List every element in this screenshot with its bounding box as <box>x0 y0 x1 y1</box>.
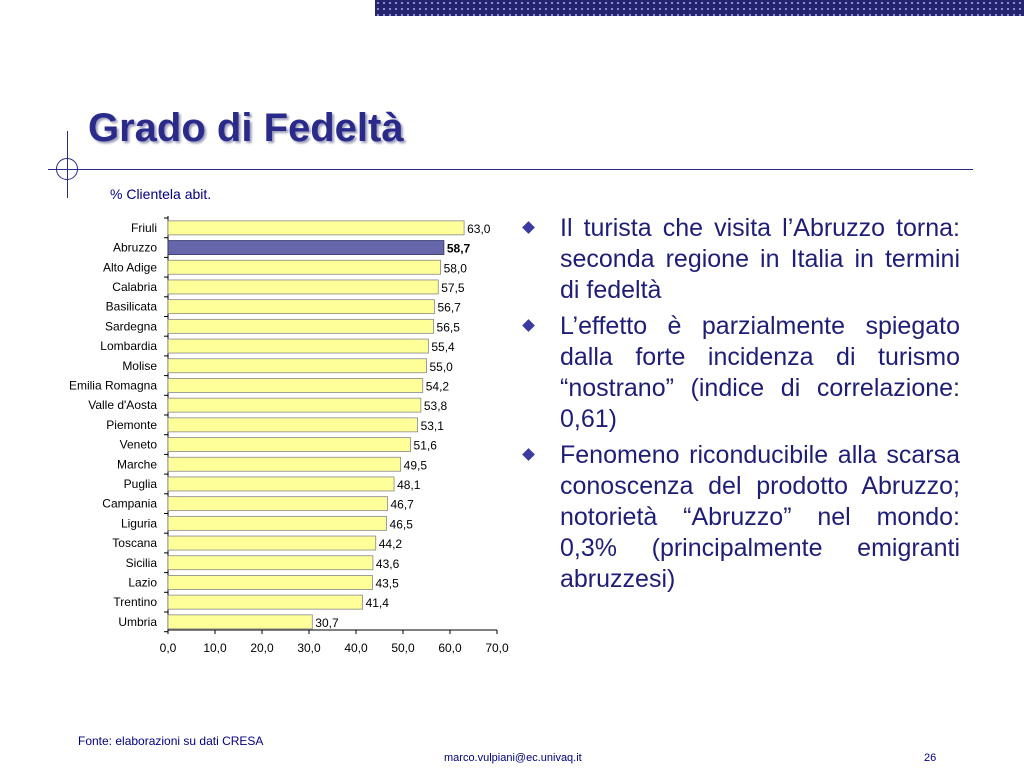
x-tick-label: 70,0 <box>485 641 509 655</box>
bar-trentino <box>168 595 363 609</box>
bar-marche <box>168 457 401 471</box>
bar-calabria <box>168 280 438 294</box>
value-label: 56,5 <box>436 320 460 335</box>
crosshair-circle-icon <box>56 158 78 180</box>
x-tick-label: 20,0 <box>250 641 274 655</box>
bullet-text: Il turista che visita l’Abruzzo torna: seconda regione in Italia in termini di fedeltà <box>560 214 960 304</box>
slide-title: Grado di Fedeltà <box>88 106 404 150</box>
category-label: Emilia Romagna <box>68 378 157 393</box>
bar-sardegna <box>168 319 434 333</box>
value-label: 30,7 <box>315 615 339 630</box>
category-label: Trentino <box>113 595 157 610</box>
bar-piemonte <box>168 418 418 432</box>
value-label: 43,6 <box>375 556 400 571</box>
category-label: Piemonte <box>106 417 157 432</box>
x-tick-label: 10,0 <box>203 641 227 655</box>
bar-chart <box>0 210 520 670</box>
category-label: Basilicata <box>105 299 157 314</box>
bar-molise <box>168 359 427 373</box>
value-label: 55,0 <box>429 359 453 374</box>
value-label: 54,2 <box>425 379 450 394</box>
bullet-item <box>522 311 960 435</box>
category-label: Calabria <box>112 279 157 294</box>
bar-veneto <box>168 438 411 452</box>
category-label: Alto Adige <box>102 260 157 275</box>
value-label: 63,0 <box>467 221 491 236</box>
value-label: 53,1 <box>420 418 444 433</box>
value-label: 49,5 <box>403 458 428 473</box>
x-tick-label: 50,0 <box>391 641 415 655</box>
value-label: 46,5 <box>389 517 413 532</box>
footer-email: marco.vulpiani@ec.univaq.it <box>444 752 582 764</box>
value-label: 58,0 <box>443 261 467 276</box>
category-label: Marche <box>116 457 157 472</box>
bar-alto-adige <box>168 260 441 274</box>
bar-puglia <box>168 477 394 491</box>
bar-basilicata <box>168 300 434 314</box>
x-tick-label: 40,0 <box>344 641 368 655</box>
value-label: 56,7 <box>437 300 461 315</box>
category-label: Puglia <box>123 476 157 491</box>
value-label: 58,7 <box>446 241 471 256</box>
x-tick-label: 30,0 <box>297 641 321 655</box>
bullet-text: L’effetto è parzialmente spiegato dalla forte incidenza di turismo “nostrano” (indice di correlazione: 0,61) <box>560 312 960 433</box>
bar-campania <box>168 497 387 511</box>
bullet-text: Fenomeno riconducibile alla scarsa conoscenza del prodotto Abruzzo; notorietà “Abruzzo” nel mondo: 0,3% (principalmente emigranti abruzzesi) <box>560 441 960 593</box>
category-label: Abruzzo <box>112 240 157 255</box>
bar-toscana <box>168 536 376 550</box>
value-label: 57,5 <box>441 280 465 295</box>
category-label: Sicilia <box>125 555 157 570</box>
value-label: 53,8 <box>423 399 448 414</box>
category-label: Friuli <box>131 220 157 235</box>
diamond-bullet-icon <box>522 448 535 461</box>
bar-abruzzo <box>168 241 444 255</box>
bullet-list <box>522 213 960 600</box>
bar-friuli <box>168 221 464 235</box>
value-label: 55,4 <box>431 340 455 355</box>
value-label: 44,2 <box>378 537 403 552</box>
bar-valle-d-aosta <box>168 398 421 412</box>
category-label: Umbria <box>118 614 157 629</box>
category-label: Molise <box>122 358 157 373</box>
category-label: Lombardia <box>100 339 157 354</box>
decorative-dot-band <box>375 0 1024 16</box>
bar-lombardia <box>168 339 428 353</box>
page-number: 26 <box>924 752 937 764</box>
title-rule-horizontal <box>48 169 973 170</box>
category-label: Campania <box>102 496 157 511</box>
bullet-item <box>522 440 960 595</box>
chart-title: % Clientela abit. <box>110 186 212 202</box>
value-label: 46,7 <box>390 497 414 512</box>
source-note: Fonte: elaborazioni su dati CRESA <box>78 734 264 748</box>
category-label: Lazio <box>128 575 157 590</box>
category-label: Liguria <box>120 516 157 531</box>
diamond-bullet-icon <box>522 319 535 332</box>
bar-umbria <box>168 615 312 629</box>
bar-liguria <box>168 516 387 530</box>
value-label: 41,4 <box>365 596 389 611</box>
category-label: Valle d'Aosta <box>88 398 157 413</box>
bar-emilia-romagna <box>168 378 423 392</box>
x-tick-label: 60,0 <box>438 641 462 655</box>
category-label: Toscana <box>112 536 157 551</box>
bar-lazio <box>168 575 372 589</box>
value-label: 43,5 <box>375 576 399 591</box>
bullet-item <box>522 213 960 306</box>
x-tick-label: 0,0 <box>159 641 177 655</box>
category-label: Sardegna <box>104 319 157 334</box>
value-label: 48,1 <box>397 477 421 492</box>
category-label: Veneto <box>119 437 157 452</box>
bar-sicilia <box>168 556 373 570</box>
diamond-bullet-icon <box>522 221 535 234</box>
value-label: 51,6 <box>413 438 437 453</box>
